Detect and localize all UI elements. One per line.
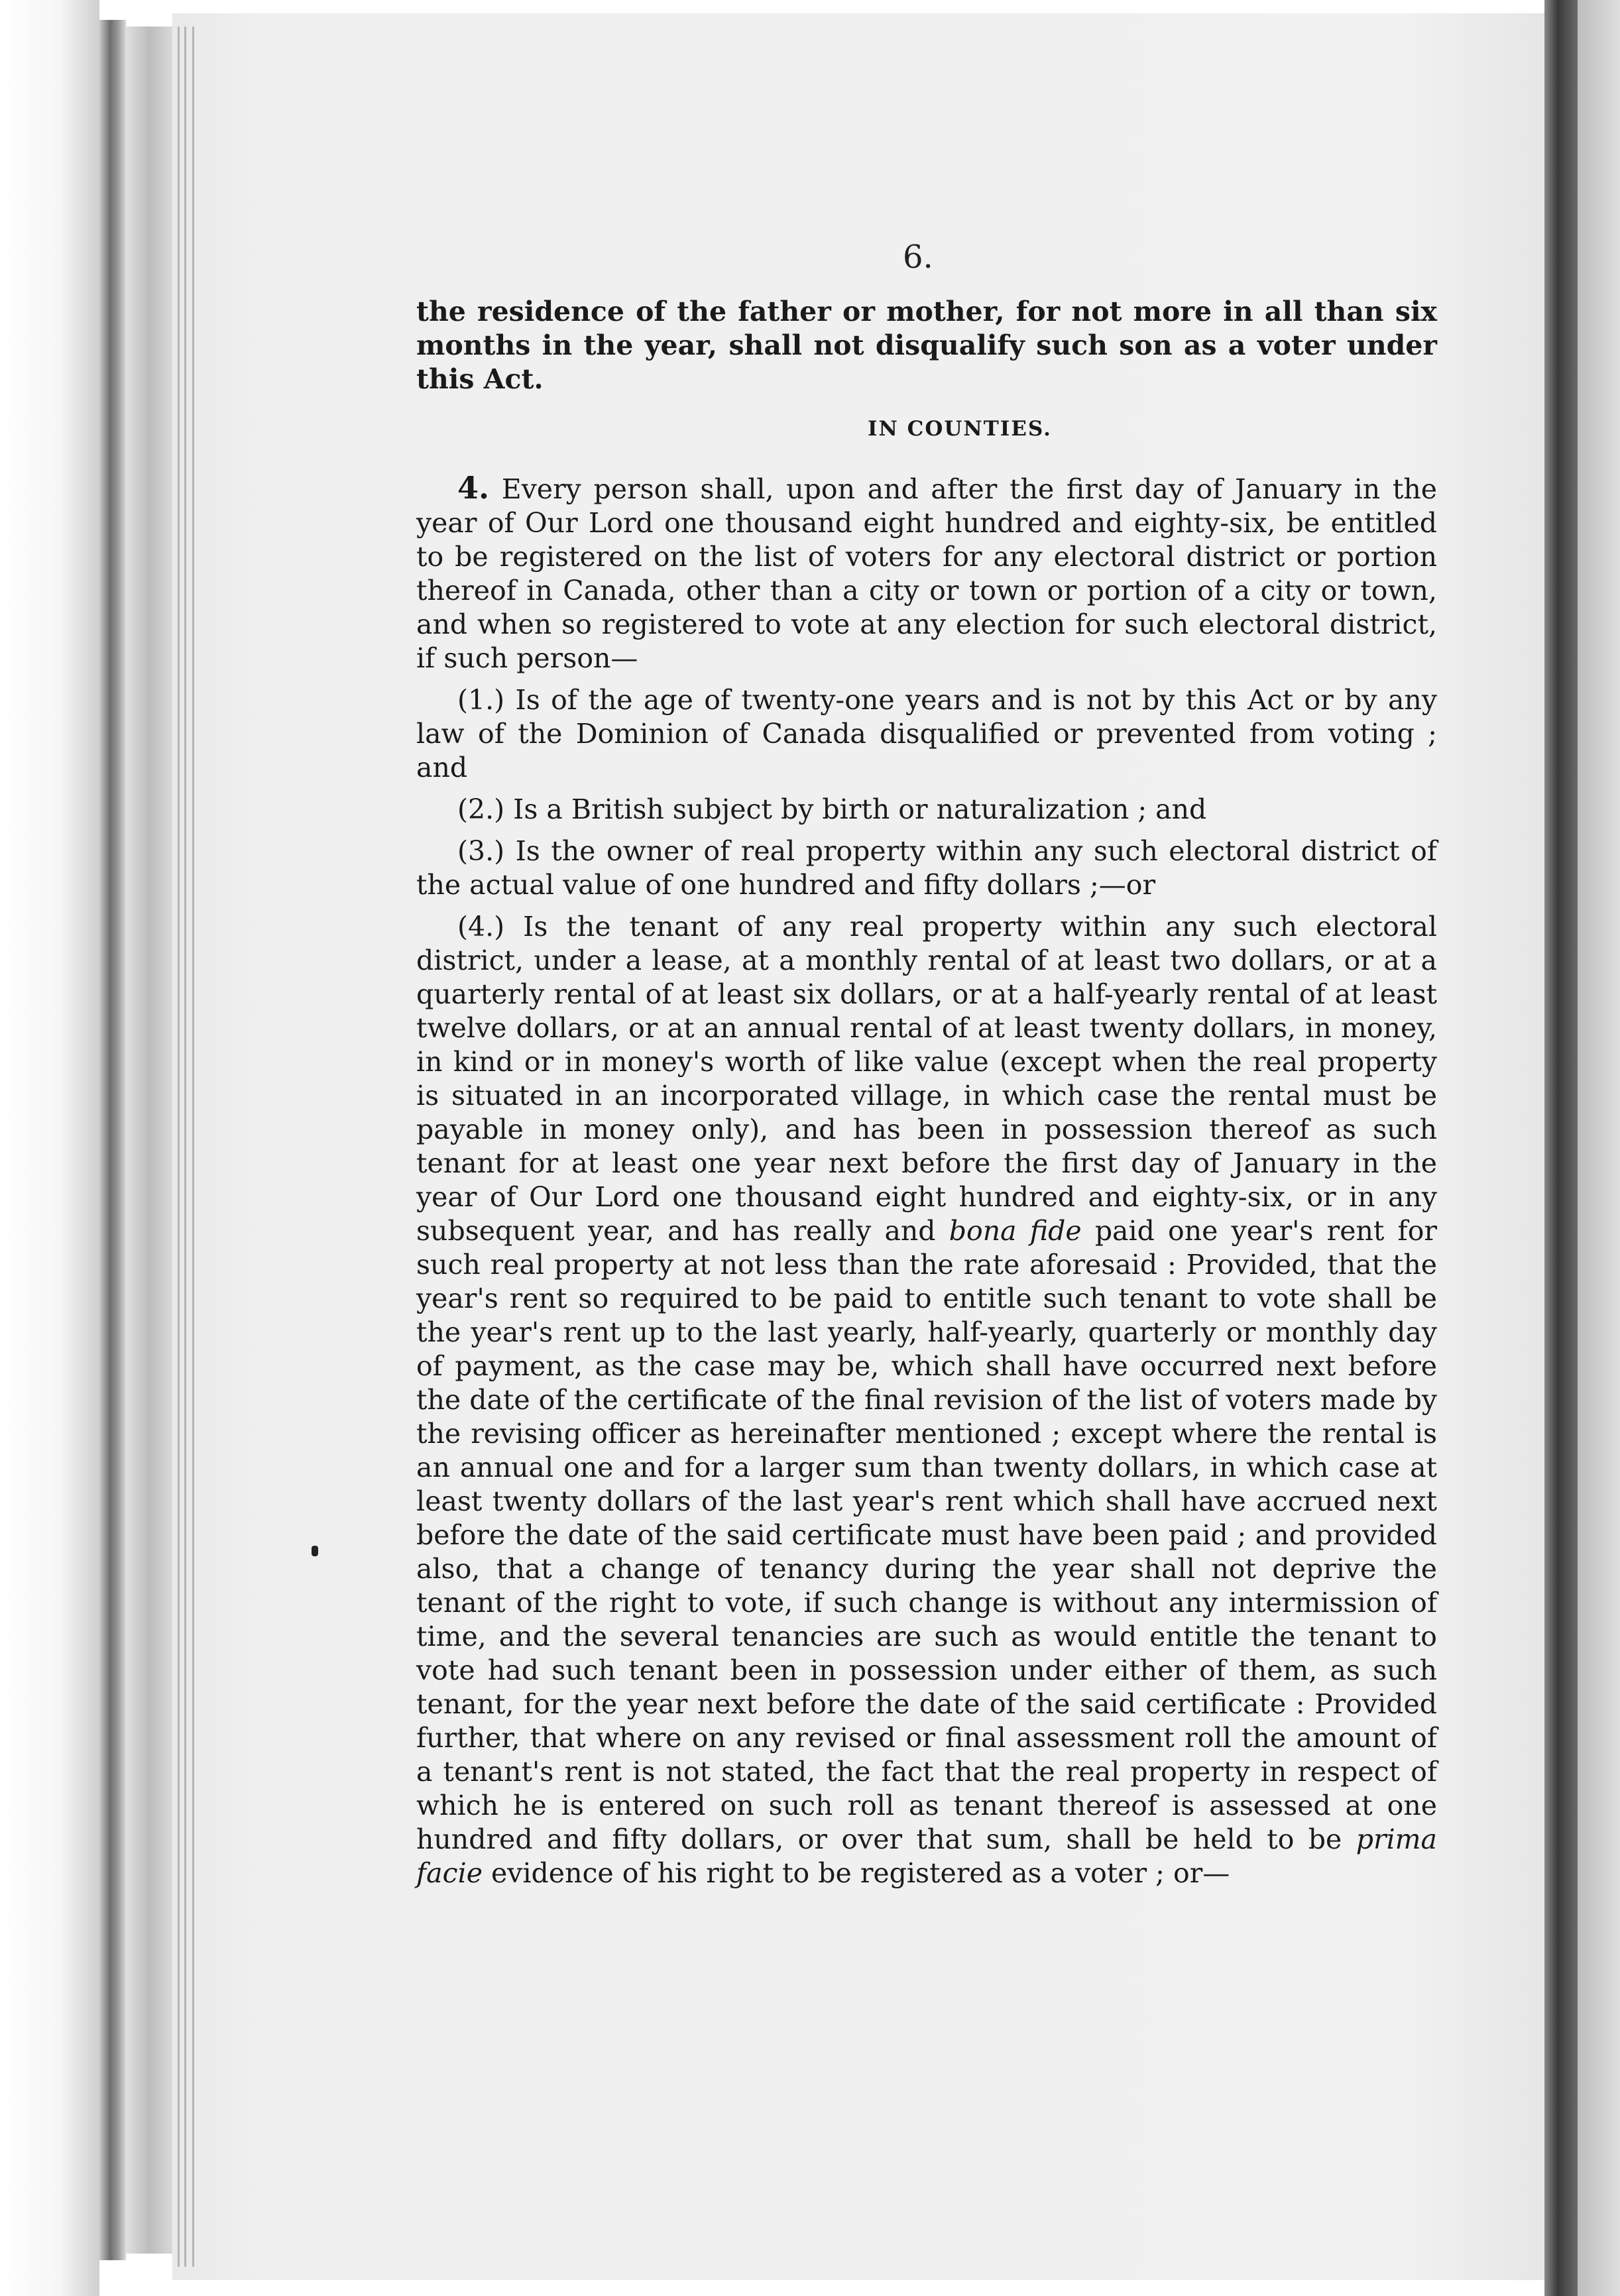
clause-1 [416, 683, 1437, 785]
page-stack-edge [126, 27, 172, 2254]
continued-paragraph: the residence of the father or mother, for not more in all than six months in the year, shall not disqualify such son as a voter under this Act. [416, 296, 1437, 395]
clause-3 [416, 834, 1437, 902]
left-margin [0, 0, 99, 2296]
clause-text: Is a British subject by birth or naturalization ; and [513, 793, 1207, 825]
clause-number: (1.) [457, 684, 505, 716]
right-gutter-shadow [1544, 0, 1578, 2296]
section-number: 4. [457, 470, 490, 506]
page-body [416, 295, 1437, 1890]
section-intro: Every person shall, upon and after the first day of January in the year of Our Lord one thousand eight hundred and eighty-six, be entitled to be registered on the list of voters for any electoral district or portion thereof in Canada, other than a city or town or portion of a city or town, and when so registered to vote at any election for such electoral district, if such person— [416, 473, 1437, 674]
clause-number: (3.) [457, 835, 505, 867]
facing-page-edge [1578, 0, 1620, 2296]
clause-text-part-3: evidence of his right to be registered as a voter ; or— [491, 1857, 1230, 1889]
clause-number: (4.) [457, 911, 505, 943]
clause-text-part-1: Is the tenant of any real property within any such electoral district, under a lease, at a monthly rental of at least two dollars, or at a quarterly rental of at least six dollars, or at a half-yearly rental of at least twelve dollars, or at an annual rental of at least twenty dollars, in money, in kind or in money's worth of like value (except when the real property is situated in an incorporated village, in which case the rental must be payable in money only), and has been in possession thereof as such tenant for at least one year next before the first day of January in the year of Our Lord one thousand eight hundred and eighty-six, or in any subsequent year, and has really and [416, 911, 1437, 1247]
page-edge-line [192, 27, 194, 2267]
clause-text-part-2: paid one year's rent for such real property at not less than the rate aforesaid : Provided, that the year's rent so required to be paid to entitle such tenant to vote shall be the year's rent up to the last yearly, half-yearly, quarterly or monthly day of payment, as the case may be, which shall have occurred next before the date of the certificate of the final revision of the list of voters made by the revising officer as hereinafter mentioned ; except where the rental is an annual one and for a larger sum than twenty dollars, in which case at least twenty dollars of the last year's rent which shall have accrued next before the date of the said certificate must have been paid ; and provided also, that a change of tenancy during the year shall not deprive the tenant of the right to vote, if such change is without any intermission of time, and the several tenancies are such as would entitle the tenant to vote had such tenant been in possession under either of them, as such tenant, for the year next before the date of the said certificate : Provided further, that where on any revised or final assessment roll the amount of a tenant's rent is not stated, the fact that the real property in respect of which he is entered on such roll as tenant thereof is assessed at one hundred and fifty dollars, or over that sum, shall be held to be [416, 1215, 1437, 1855]
latin-term-bona-fide: bona fide [949, 1215, 1082, 1247]
clause-number: (2.) [457, 793, 505, 825]
clause-text: Is of the age of twenty-one years and is not by this Act or by any law of the Dominion of Canada disqualified or prevented from voting ; and [416, 684, 1437, 783]
page-number: 6. [903, 239, 933, 276]
binding-edge [99, 20, 126, 2260]
latin-term-prima-facie: prima facie [416, 1823, 1437, 1889]
clause-text: Is the owner of real property within any such electoral district of the actual value of one hundred and fifty dollars ;—or [416, 835, 1437, 901]
clause-4 [416, 910, 1437, 1890]
page-edge-line [178, 27, 180, 2267]
clause-2 [416, 793, 1437, 827]
ink-speck [312, 1546, 318, 1556]
section-heading: IN COUNTIES. [868, 417, 1052, 441]
page-edge-line [184, 27, 186, 2267]
section-4-paragraph [416, 471, 1437, 675]
